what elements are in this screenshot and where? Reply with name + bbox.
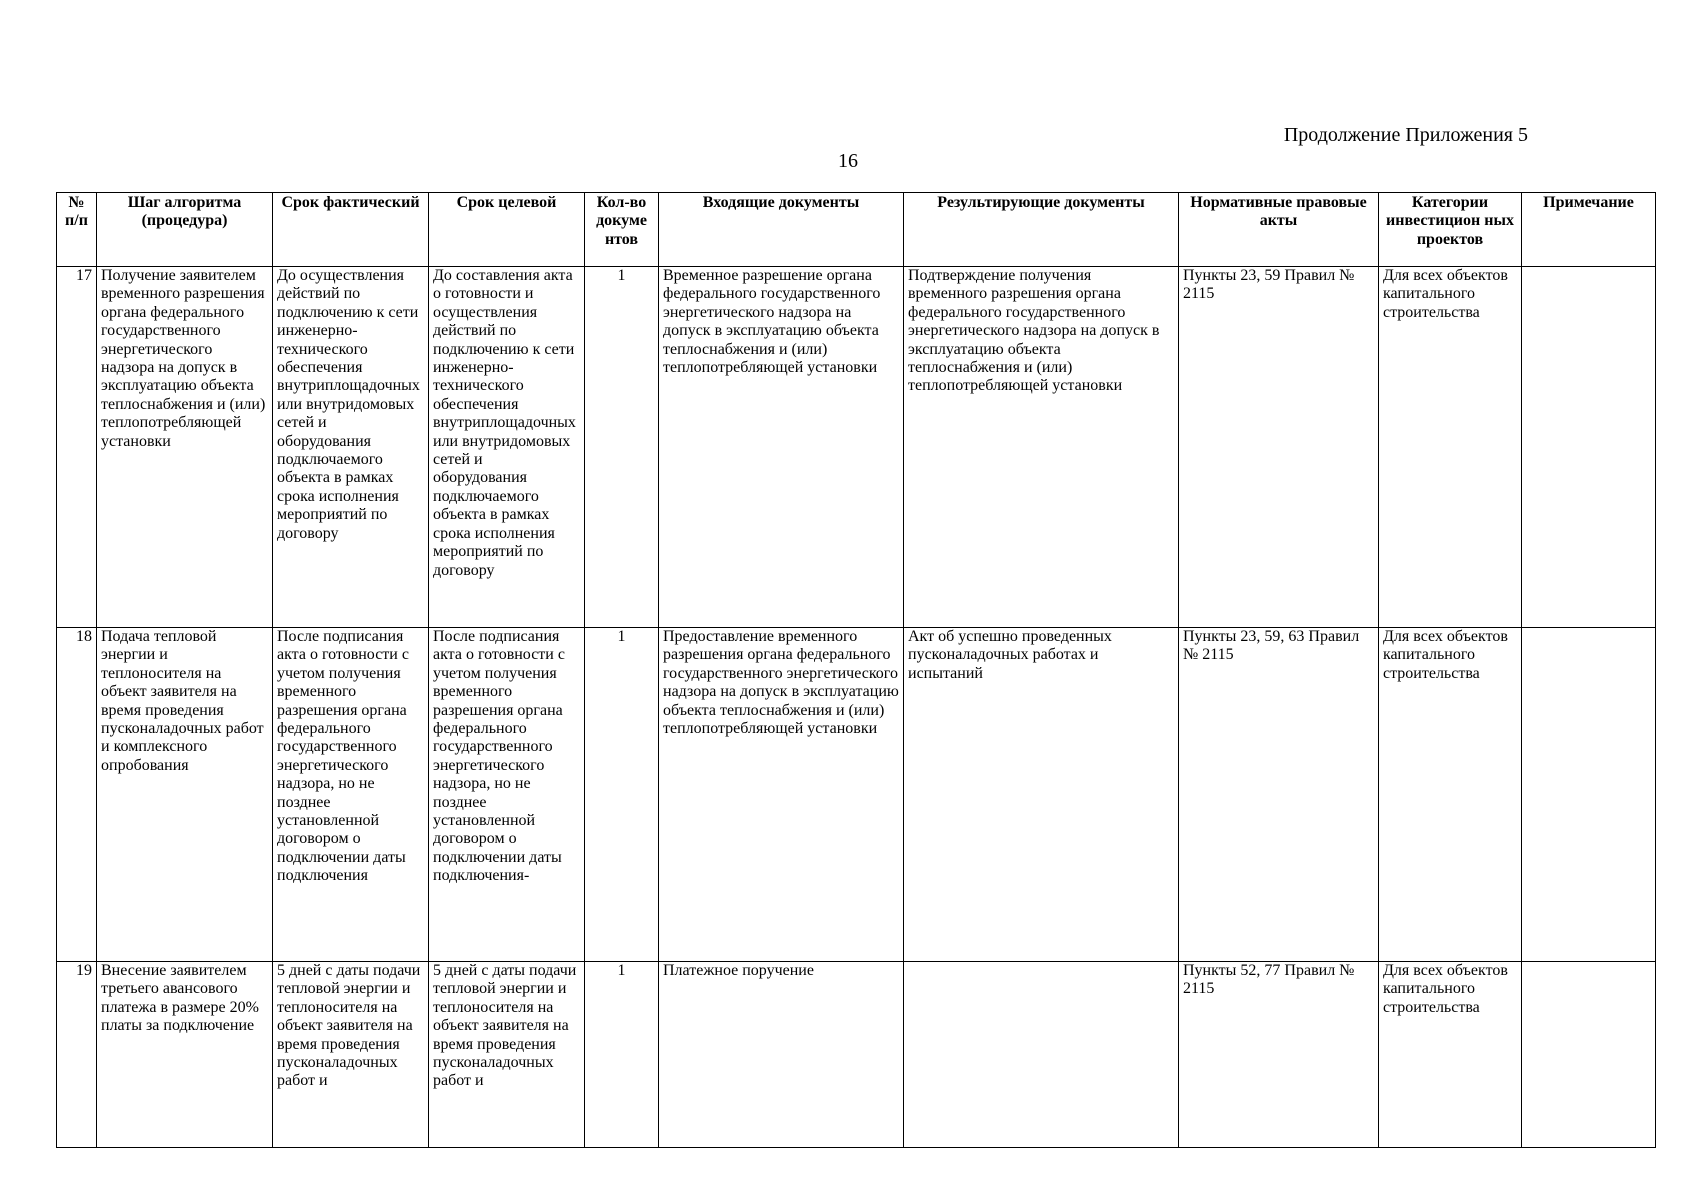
header-project-categories: Категории инвестицион ных проектов <box>1379 193 1522 267</box>
table-row <box>57 628 1656 962</box>
row-doc-count: 1 <box>585 628 659 962</box>
appendix-heading: Продолжение Приложения 5 <box>1283 124 1528 146</box>
row-step: Внесение заявителем третьего авансового платежа в размере 20% платы за подключение <box>97 962 273 1148</box>
header-note: Примечание <box>1522 193 1656 267</box>
header-target-term: Срок целевой <box>429 193 585 267</box>
table-header-row <box>57 193 1656 267</box>
table-row <box>57 267 1656 628</box>
row-actual-term: 5 дней с даты подачи тепловой энергии и теплоносителя на объект заявителя на время проведения пусконаладочных работ и <box>273 962 429 1148</box>
row-num: 18 <box>57 628 97 962</box>
row-incoming-docs: Предоставление временного разрешения органа федерального государственного энергетического надзора на допуск в эксплуатацию объекта теплоснабжения и (или) теплопотребляющей установки <box>659 628 904 962</box>
row-num: 19 <box>57 962 97 1148</box>
header-incoming-docs: Входящие документы <box>659 193 904 267</box>
row-resulting-docs: Подтверждение получения временного разрешения органа федерального государственного энергетического надзора на допуск в эксплуатацию объекта теплоснабжения и (или) теплопотребляющей установки <box>904 267 1179 628</box>
row-step: Подача тепловой энергии и теплоносителя на объект заявителя на время проведения пусконаладочных работ и комплексного опробования <box>97 628 273 962</box>
row-legal-acts: Пункты 23, 59, 63 Правил № 2115 <box>1179 628 1379 962</box>
header-actual-term: Срок фактический <box>273 193 429 267</box>
header-legal-acts: Нормативные правовые акты <box>1179 193 1379 267</box>
procedure-table <box>56 192 1656 1148</box>
row-doc-count: 1 <box>585 267 659 628</box>
row-note <box>1522 267 1656 628</box>
row-target-term: После подписания акта о готовности с учетом получения временного разрешения органа федерального государственного энергетического надзора, но не позднее установленной договором о подключении даты подключения- <box>429 628 585 962</box>
header-num: № п/п <box>57 193 97 267</box>
header-step: Шаг алгоритма (процедура) <box>97 193 273 267</box>
page-number: 16 <box>838 150 858 172</box>
row-legal-acts: Пункты 23, 59 Правил № 2115 <box>1179 267 1379 628</box>
row-doc-count: 1 <box>585 962 659 1148</box>
row-note <box>1522 962 1656 1148</box>
row-target-term: 5 дней с даты подачи тепловой энергии и теплоносителя на объект заявителя на время проведения пусконаладочных работ и <box>429 962 585 1148</box>
table-row <box>57 962 1656 1148</box>
row-num: 17 <box>57 267 97 628</box>
row-note <box>1522 628 1656 962</box>
row-project-categories: Для всех объектов капитального строительства <box>1379 962 1522 1148</box>
row-incoming-docs: Временное разрешение органа федерального государственного энергетического надзора на допуск в эксплуатацию объекта теплоснабжения и (или) теплопотребляющей установки <box>659 267 904 628</box>
row-resulting-docs: Акт об успешно проведенных пусконаладочных работах и испытаний <box>904 628 1179 962</box>
row-resulting-docs <box>904 962 1179 1148</box>
row-project-categories: Для всех объектов капитального строительства <box>1379 628 1522 962</box>
row-legal-acts: Пункты 52, 77 Правил № 2115 <box>1179 962 1379 1148</box>
row-project-categories: Для всех объектов капитального строительства <box>1379 267 1522 628</box>
row-incoming-docs: Платежное поручение <box>659 962 904 1148</box>
row-actual-term: До осуществления действий по подключению к сети инженерно-технического обеспечения внутриплощадочных или внутридомовых сетей и оборудования подключаемого объекта в рамках срока исполнения мероприятий по договору <box>273 267 429 628</box>
row-target-term: До составления акта о готовности и осуществления действий по подключению к сети инженерно-технического обеспечения внутриплощадочных или внутридомовых сетей и оборудования подключаемого объекта в рамках срока исполнения мероприятий по договору <box>429 267 585 628</box>
header-resulting-docs: Результирующие документы <box>904 193 1179 267</box>
header-doc-count: Кол-во докуме нтов <box>585 193 659 267</box>
row-step: Получение заявителем временного разрешения органа федерального государственного энергетического надзора на допуск в эксплуатацию объекта теплоснабжения и (или) теплопотребляющей установки <box>97 267 273 628</box>
row-actual-term: После подписания акта о готовности с учетом получения временного разрешения органа федерального государственного энергетического надзора, но не позднее установленной договором о подключении даты подключения <box>273 628 429 962</box>
